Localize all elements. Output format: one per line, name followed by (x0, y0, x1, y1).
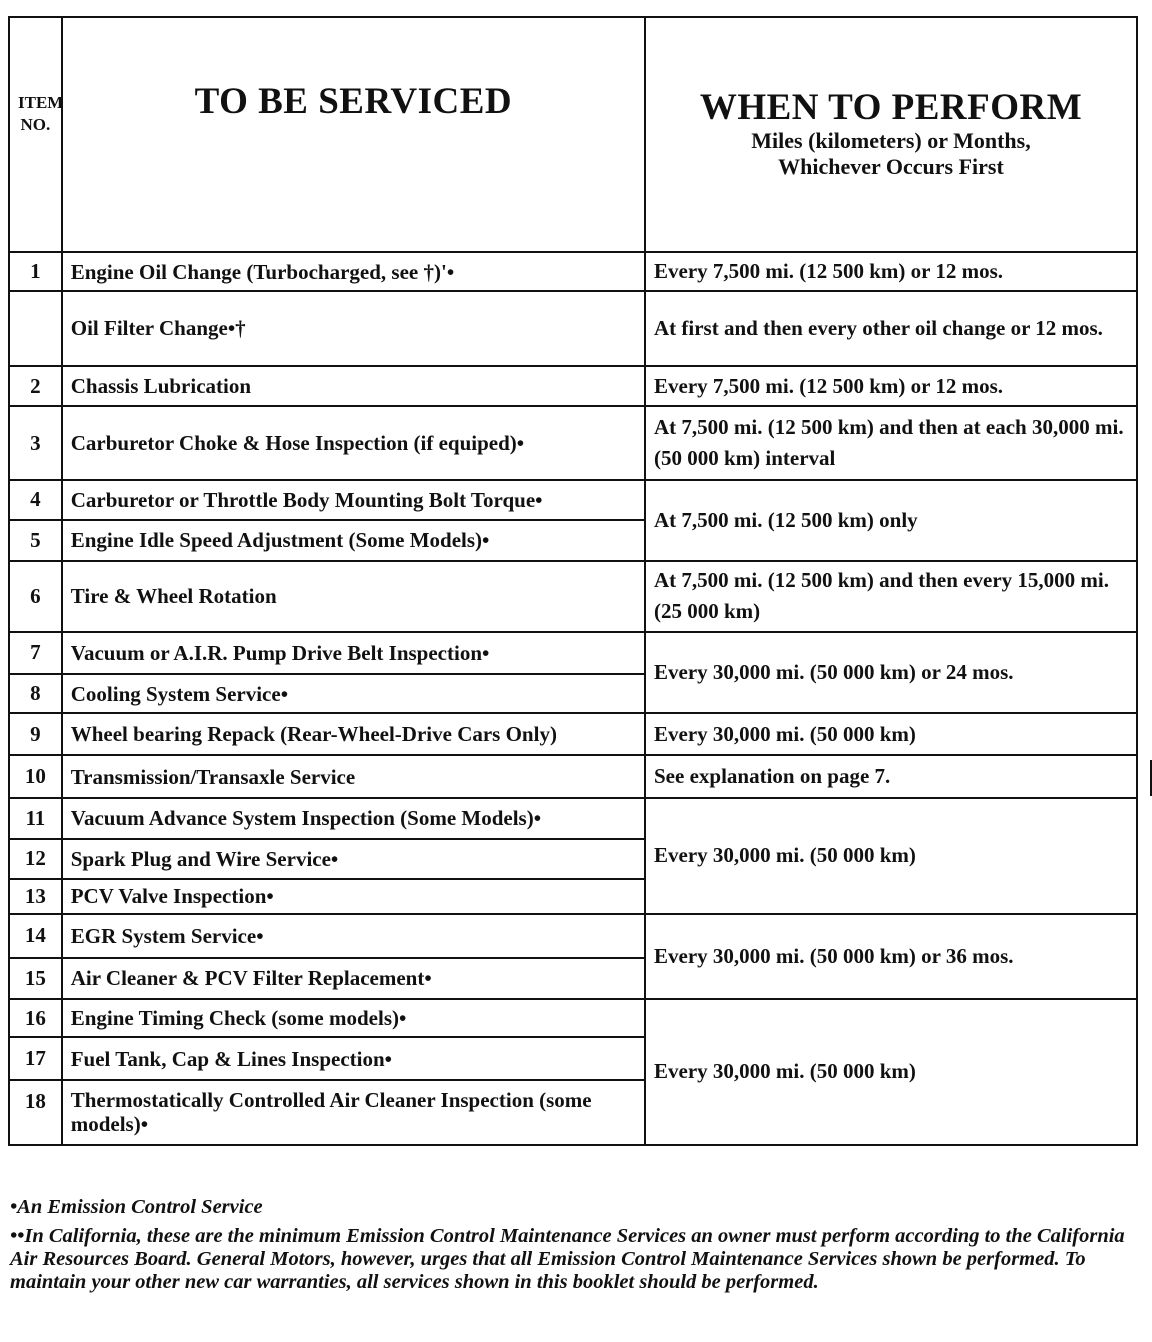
service-item: Fuel Tank, Cap & Lines Inspection• (62, 1037, 645, 1080)
service-interval: At 7,500 mi. (12 500 km) and then at each 30,000 mi. (50 000 km) interval (645, 406, 1137, 479)
service-item: Engine Timing Check (some models)• (62, 999, 645, 1038)
item-number: 12 (9, 839, 62, 880)
service-interval: Every 7,500 mi. (12 500 km) or 12 mos. (645, 252, 1137, 291)
service-item: Oil Filter Change•† (62, 291, 645, 366)
service-item: Vacuum Advance System Inspection (Some Models)• (62, 798, 645, 839)
item-number: 7 (9, 632, 62, 675)
service-item: Engine Idle Speed Adjustment (Some Models)• (62, 520, 645, 561)
table-row (9, 755, 1137, 798)
item-number: 13 (9, 879, 62, 913)
item-number (9, 291, 62, 366)
service-interval: Every 30,000 mi. (50 000 km) or 24 mos. (645, 632, 1137, 713)
item-number: 3 (9, 406, 62, 479)
table-header-row (9, 17, 1137, 252)
when-to-perform-header (645, 17, 1137, 252)
service-item: Chassis Lubrication (62, 366, 645, 407)
service-interval: See explanation on page 7. (645, 755, 1137, 798)
table-row (9, 632, 1137, 675)
california-footnote: ••In California, these are the minimum Emission Control Maintenance Services an owner must perform according to the California Air Resources Board. General Motors, however, urges that all Emission Control Maintenance Services shown be performed. To maintain your other new car warranties, all services shown in this booklet should be performed. (10, 1225, 1125, 1293)
service-item: Thermostatically Controlled Air Cleaner Inspection (some models)• (62, 1080, 645, 1145)
service-item: Transmission/Transaxle Service (62, 755, 645, 798)
item-number: 5 (9, 520, 62, 561)
table-row (9, 291, 1137, 366)
item-number: 15 (9, 958, 62, 999)
table-row (9, 999, 1137, 1038)
table-row (9, 480, 1137, 521)
item-number: 14 (9, 914, 62, 959)
item-number: 8 (9, 674, 62, 713)
service-interval: At first and then every other oil change or 12 mos. (645, 291, 1137, 366)
item-number: 1 (9, 252, 62, 291)
item-number: 18 (9, 1080, 62, 1145)
service-item: Carburetor Choke & Hose Inspection (if equiped)• (62, 406, 645, 479)
service-item: EGR System Service• (62, 914, 645, 959)
emission-footnote: •An Emission Control Service (10, 1196, 263, 1218)
service-interval: Every 30,000 mi. (50 000 km) or 36 mos. (645, 914, 1137, 999)
item-no-header: ITEM NO. (9, 17, 62, 252)
service-interval: At 7,500 mi. (12 500 km) and then every 15,000 mi. (25 000 km) (645, 561, 1137, 632)
when-to-perform-sub-2: Whichever Occurs First (778, 154, 1004, 179)
table-row (9, 406, 1137, 479)
when-to-perform-title: WHEN TO PERFORM (699, 87, 1083, 128)
table-row (9, 252, 1137, 291)
table-row (9, 713, 1137, 756)
footnotes (10, 1196, 1130, 1294)
service-interval: Every 7,500 mi. (12 500 km) or 12 mos. (645, 366, 1137, 407)
item-number: 17 (9, 1037, 62, 1080)
item-number: 6 (9, 561, 62, 632)
service-item: Cooling System Service• (62, 674, 645, 713)
service-item: Air Cleaner & PCV Filter Replacement• (62, 958, 645, 999)
table-row (9, 798, 1137, 839)
item-number: 4 (9, 480, 62, 521)
service-item: Tire & Wheel Rotation (62, 561, 645, 632)
table-row (9, 561, 1137, 632)
service-item: Vacuum or A.I.R. Pump Drive Belt Inspection• (62, 632, 645, 675)
maintenance-schedule-table (8, 16, 1138, 1146)
service-item: PCV Valve Inspection• (62, 879, 645, 913)
item-number: 9 (9, 713, 62, 756)
service-interval: Every 30,000 mi. (50 000 km) (645, 999, 1137, 1145)
when-to-perform-sub-1: Miles (kilometers) or Months, (751, 128, 1031, 153)
to-be-serviced-header: TO BE SERVICED (62, 17, 645, 252)
item-number: 10 (9, 755, 62, 798)
service-item: Wheel bearing Repack (Rear-Wheel-Drive Cars Only) (62, 713, 645, 756)
item-number: 16 (9, 999, 62, 1038)
table-row (9, 914, 1137, 959)
item-number: 2 (9, 366, 62, 407)
item-number: 11 (9, 798, 62, 839)
service-item: Spark Plug and Wire Service• (62, 839, 645, 880)
service-interval: At 7,500 mi. (12 500 km) only (645, 480, 1137, 561)
table-row (9, 366, 1137, 407)
service-interval: Every 30,000 mi. (50 000 km) (645, 713, 1137, 756)
service-item: Engine Oil Change (Turbocharged, see †)'• (62, 252, 645, 291)
service-interval: Every 30,000 mi. (50 000 km) (645, 798, 1137, 914)
service-item: Carburetor or Throttle Body Mounting Bolt Torque• (62, 480, 645, 521)
